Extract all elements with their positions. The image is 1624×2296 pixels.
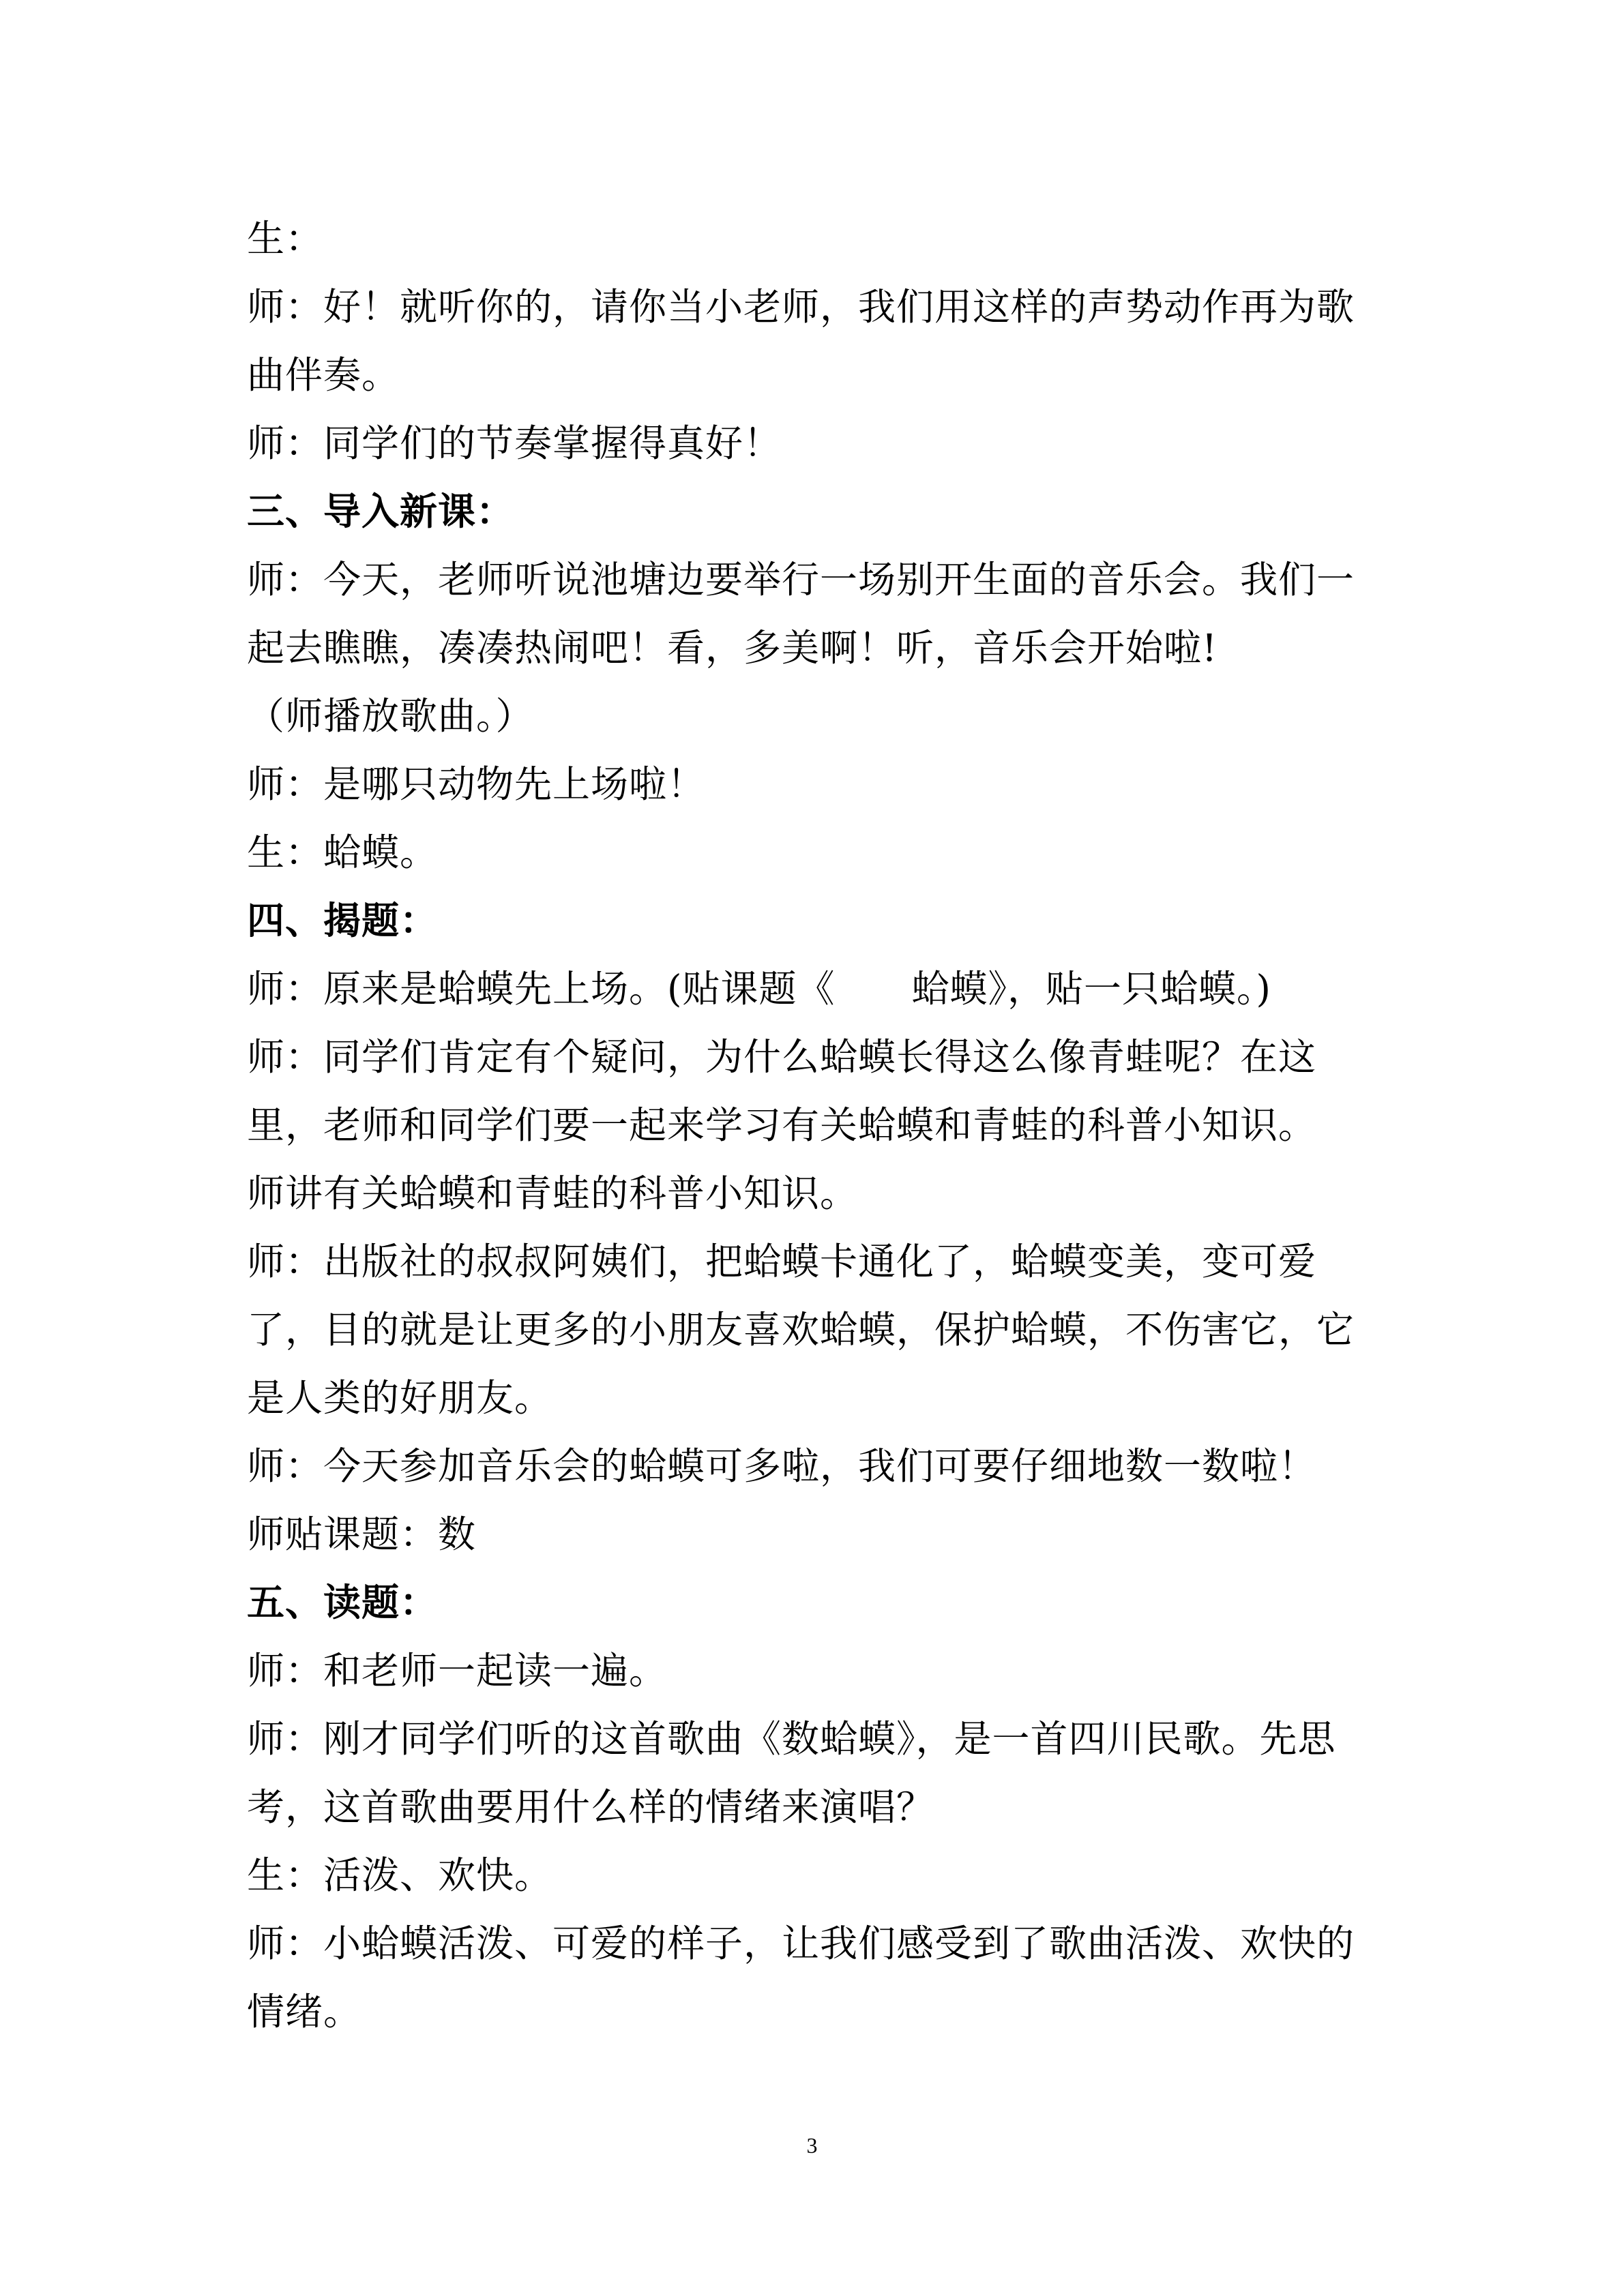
text-line: 生：活泼、欢快。	[247, 1853, 553, 1897]
text-line: 师：出版社的叔叔阿姨们，把蛤蟆卡通化了，蛤蟆变美，变可爱	[247, 1240, 1317, 1283]
text-line: 师贴课题：数	[247, 1512, 477, 1556]
text-line: 里，老师和同学们要一起来学习有关蛤蟆和青蛙的科普小知识。	[247, 1103, 1317, 1147]
document-body	[247, 205, 1379, 2046]
text-line: 师：好！就听你的，请你当小老师，我们用这样的声势动作再为歌	[247, 285, 1355, 329]
section-heading: 五、读题：	[247, 1580, 439, 1624]
text-line: 生：蛤蟆。	[247, 831, 439, 874]
text-line: 起去瞧瞧，凑凑热闹吧！看，多美啊！听，音乐会开始啦!	[247, 626, 1218, 670]
text-line: 师：是哪只动物先上场啦！	[247, 762, 706, 806]
text-line: 是人类的好朋友。	[247, 1376, 553, 1420]
text-line: （师播放歌曲。）	[247, 694, 534, 738]
text-line: 了，目的就是让更多的小朋友喜欢蛤蟆，保护蛤蟆，不伤害它，它	[247, 1308, 1355, 1352]
text-line: 生：	[247, 217, 324, 260]
text-line: 师：小蛤蟆活泼、可爱的样子，让我们感受到了歌曲活泼、欢快的	[247, 1922, 1355, 1965]
text-line: 考，这首歌曲要用什么样的情绪来演唱？	[247, 1785, 935, 1829]
section-heading: 三、导入新课：	[247, 489, 515, 533]
text-line: 师：刚才同学们听的这首歌曲《数蛤蟆》，是一首四川民歌。先思	[247, 1717, 1336, 1761]
text-line: 师：同学们肯定有个疑问，为什么蛤蟆长得这么像青蛙呢？在这	[247, 1035, 1317, 1079]
text-line: 曲伴奏。	[247, 353, 400, 397]
text-line: 师：和老师一起读一遍。	[247, 1649, 668, 1693]
text-line: 师：原来是蛤蟆先上场。(贴课题《 蛤蟆》，贴一只蛤蟆。)	[247, 967, 1271, 1011]
text-line: 情绪。	[247, 1990, 362, 2033]
text-line: 师：今天，老师听说池塘边要举行一场别开生面的音乐会。我们一	[247, 558, 1355, 601]
page-number: 3	[806, 2133, 818, 2158]
text-line: 师讲有关蛤蟆和青蛙的科普小知识。	[247, 1172, 859, 1215]
section-heading: 四、揭题：	[247, 898, 439, 942]
text-line: 师：今天参加音乐会的蛤蟆可多啦，我们可要仔细地数一数啦！	[247, 1444, 1317, 1488]
text-line: 师：同学们的节奏掌握得真好！	[247, 421, 782, 465]
